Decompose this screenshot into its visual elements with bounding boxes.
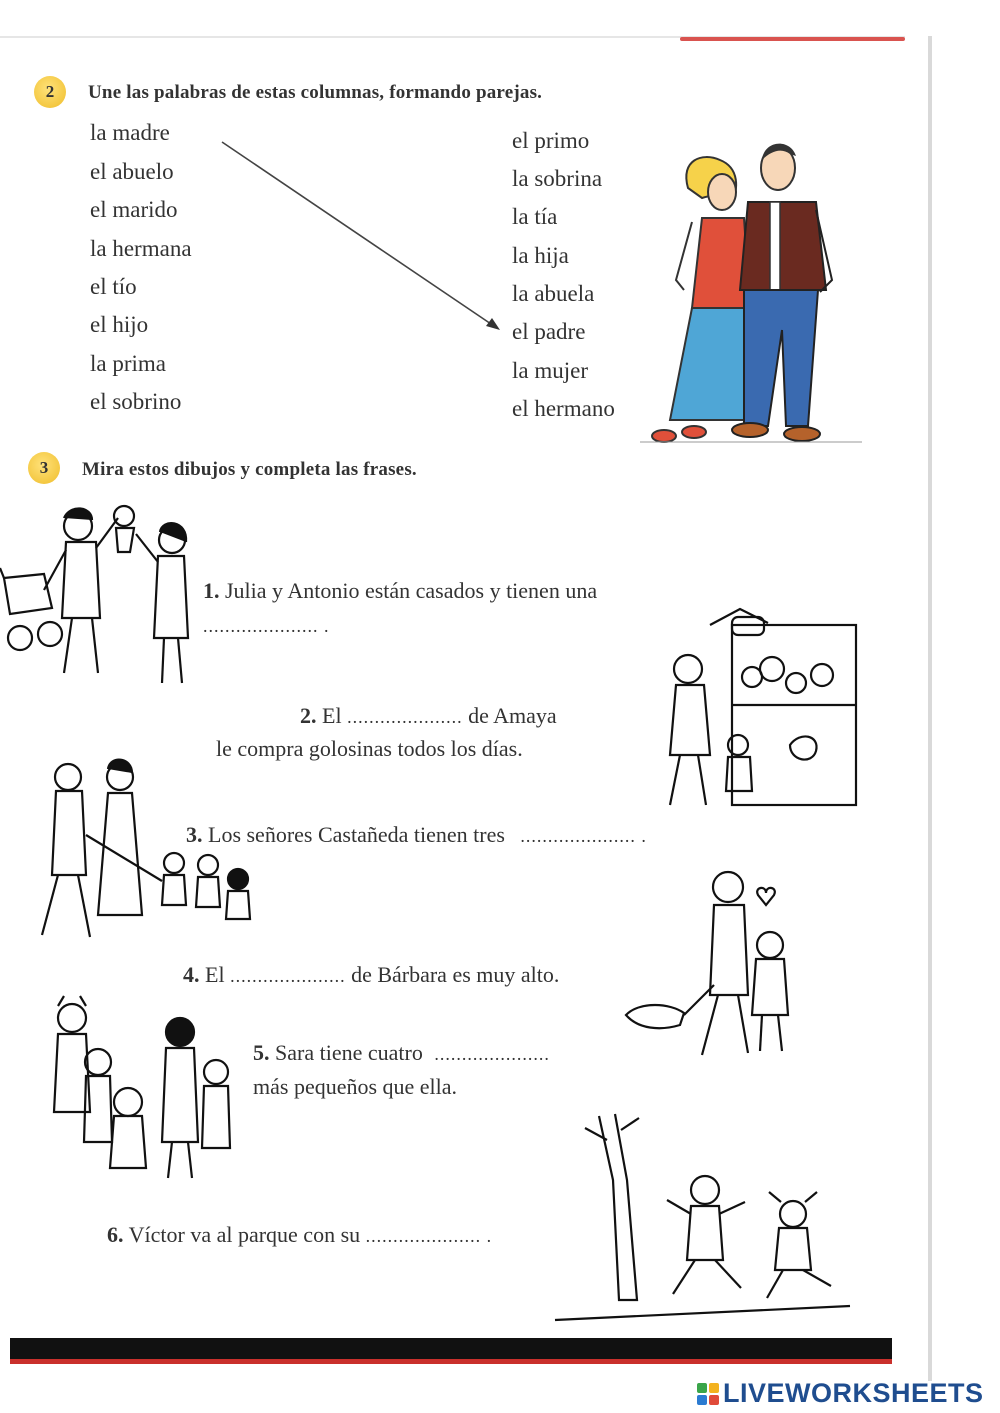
sentence-number: 1.: [203, 578, 220, 603]
left-word[interactable]: el hijo: [90, 312, 149, 337]
left-word[interactable]: la madre: [90, 120, 170, 145]
park-kids-illustration: [555, 1110, 850, 1330]
right-word[interactable]: la tía: [512, 204, 558, 229]
family-walking-illustration: [28, 755, 268, 945]
left-word[interactable]: la hermana: [90, 236, 192, 261]
right-word[interactable]: la sobrina: [512, 166, 603, 191]
sentence-text: Víctor va al parque con su: [128, 1222, 361, 1247]
sentence-number: 3.: [186, 822, 203, 847]
man-girl-dog-illustration: [620, 865, 820, 1060]
sentence-text: Julia y Antonio están casados y tienen una: [225, 578, 598, 603]
left-word[interactable]: el sobrino: [90, 389, 182, 414]
liveworksheets-logo-icon: [696, 1382, 720, 1406]
brand-name: LIVEWORKSHEETS: [723, 1378, 984, 1408]
left-word[interactable]: la prima: [90, 351, 166, 376]
left-word[interactable]: el abuelo: [90, 159, 174, 184]
exercise-3-number: 3: [39, 458, 49, 477]
answer-blank[interactable]: .....................: [347, 707, 463, 727]
answer-blank[interactable]: ..................... .: [203, 616, 330, 636]
sentence-text: le compra golosinas todos los días.: [216, 736, 523, 761]
sentence-2: [300, 703, 557, 729]
sentence-6: [107, 1222, 492, 1248]
exercise-3-instruction: Mira estos dibujos y completa las frases.: [82, 459, 417, 480]
right-word[interactable]: el primo: [512, 128, 590, 153]
right-word[interactable]: el hermano: [512, 396, 615, 421]
couple-illustration: [640, 130, 870, 450]
sentence-text: de Bárbara es muy alto.: [351, 962, 560, 987]
sentence-number: 5.: [253, 1040, 270, 1065]
answer-blank[interactable]: ..................... .: [520, 826, 647, 846]
answer-blank[interactable]: .....................: [434, 1044, 550, 1064]
bottom-red-accent: [10, 1359, 892, 1364]
left-word[interactable]: el marido: [90, 197, 178, 222]
bottom-bar: [10, 1338, 892, 1360]
exercise-2-instruction: Une las palabras de estas columnas, formando parejas.: [88, 82, 543, 103]
sentence-text: Sara tiene cuatro: [275, 1040, 423, 1065]
right-word[interactable]: el padre: [512, 319, 586, 344]
right-word[interactable]: la mujer: [512, 358, 588, 383]
answer-blank[interactable]: .....................: [230, 966, 346, 986]
right-word[interactable]: la hija: [512, 243, 569, 268]
exercise-2-number: 2: [45, 82, 55, 101]
exercise-3-badge: [28, 452, 60, 484]
sentence-text: de Amaya: [468, 703, 557, 728]
sentence-number: 6.: [107, 1222, 124, 1247]
sentence-4: [183, 962, 559, 988]
sentence-text: El: [205, 962, 225, 987]
family-baby-illustration: [0, 498, 200, 693]
children-group-illustration: [28, 992, 243, 1182]
sentence-text: Los señores Castañeda tienen tres: [208, 822, 505, 847]
sentence-text: El: [322, 703, 342, 728]
sentence-number: 4.: [183, 962, 200, 987]
sentence-number: 2.: [300, 703, 317, 728]
answer-blank[interactable]: ..................... .: [365, 1226, 493, 1246]
sentence-1: [203, 578, 597, 604]
candy-shop-illustration: [640, 605, 880, 815]
liveworksheets-logo[interactable]: [696, 1378, 984, 1409]
right-word[interactable]: la abuela: [512, 281, 595, 306]
sentence-5: [253, 1040, 550, 1066]
left-word[interactable]: el tío: [90, 274, 137, 299]
sentence-text: más pequeños que ella.: [253, 1074, 458, 1099]
